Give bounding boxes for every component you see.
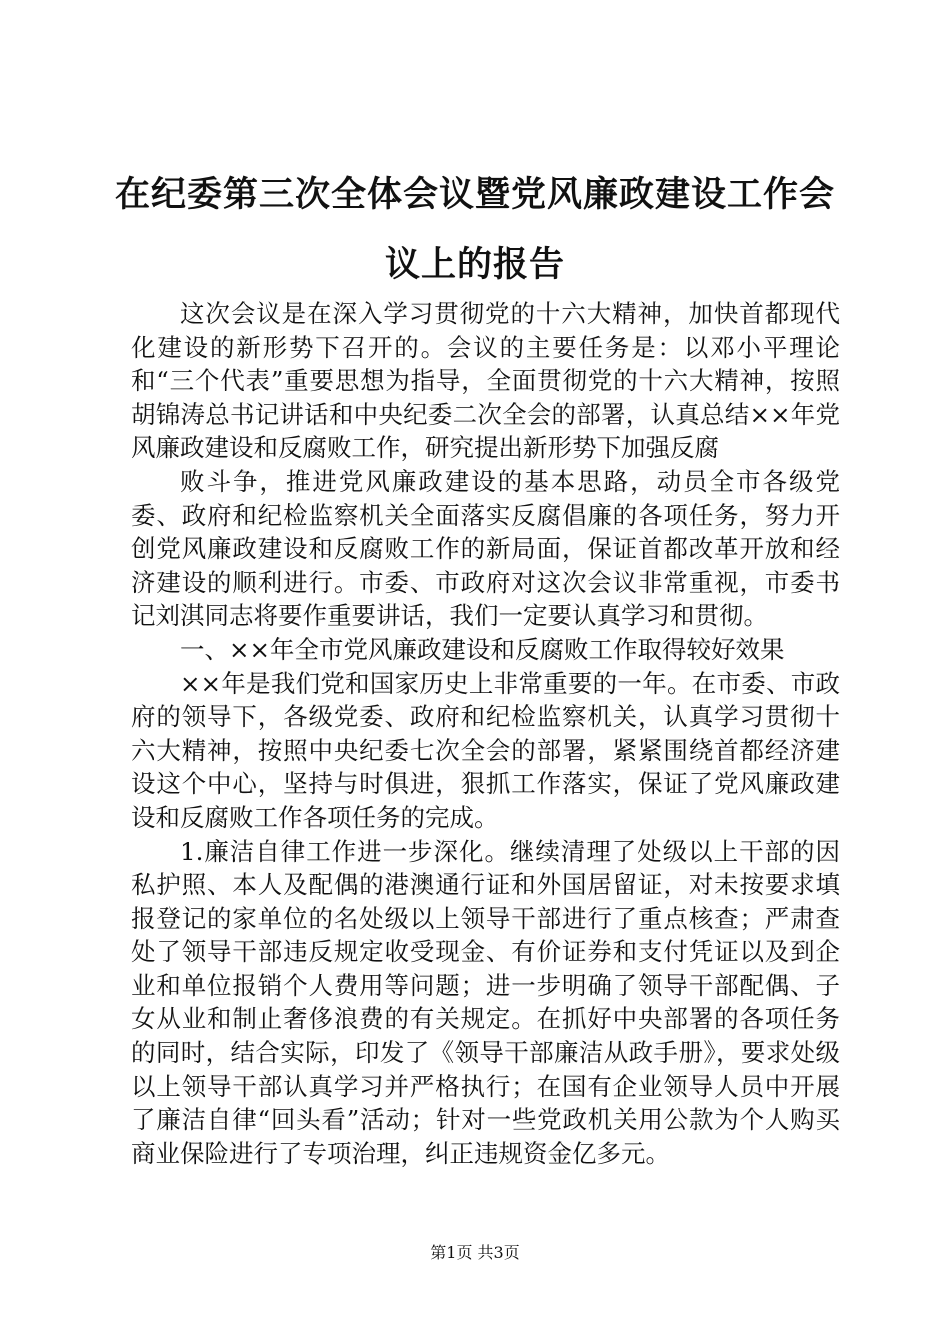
paragraph-item-1: 1.廉洁自律工作进一步深化。继续清理了处级以上干部的因私护照、本人及配偶的港澳通行证和外国居留证，对未按要求填报登记的家单位的名处级以上领导干部进行了重点核查；严肃查处了领导干部违反规定收受现金、有价证券和支付凭证以及到企业和单位报销个人费用等问题；进一步明确了领导干部配偶、子女从业和制止奢侈浪费的有关规定。在抓好中央部署的各项任务的同时，结合实际，印发了《领导干部廉洁从政手册》，要求处级以上领导干部认真学习并严格执行；在国有企业领导人员中开展了廉洁自律“回头看”活动；针对一些党政机关用公款为个人购买商业保险进行了专项治理，纠正违规资金亿多元。 [131,836,840,1168]
paragraph-section-1-summary: ××年是我们党和国家历史上非常重要的一年。在市委、市政府的领导下，各级党委、政府和纪检监察机关，认真学习贯彻十六大精神，按照中央纪委七次全会的部署，紧紧围绕首都经济建设这个中心，坚持与时俱进，狠抓工作落实，保证了党风廉政建设和反腐败工作各项任务的完成。 [131,668,840,832]
page-footer: 第1页 共3页 [430,1243,520,1262]
document-title: 在纪委第三次全体会议暨党风廉政建设工作会议上的报告 [114,174,835,285]
document-body [131,297,840,1170]
paragraph-intro-continued: 败斗争，推进党风廉政建设的基本思路，动员全市各级党委、政府和纪检监察机关全面落实反腐倡廉的各项任务，努力开创党风廉政建设和反腐败工作的新局面，保证首都改革开放和经济建设的顺利进行。市委、市政府对这次会议非常重视，市委书记刘淇同志将要作重要讲话，我们一定要认真学习和贯彻。 [131,466,840,631]
section-heading-1: 一、××年全市党风廉政建设和反腐败工作取得较好效果 [180,634,785,664]
paragraph-intro: 这次会议是在深入学习贯彻党的十六大精神，加快首都现代化建设的新形势下召开的。会议的主要任务是：以邓小平理论和“三个代表”重要思想为指导，全面贯彻党的十六大精神，按照胡锦涛总书记讲话和中央纪委二次全会的部署，认真总结××年党风廉政建设和反腐败工作，研究提出新形势下加强反腐 [131,299,840,463]
